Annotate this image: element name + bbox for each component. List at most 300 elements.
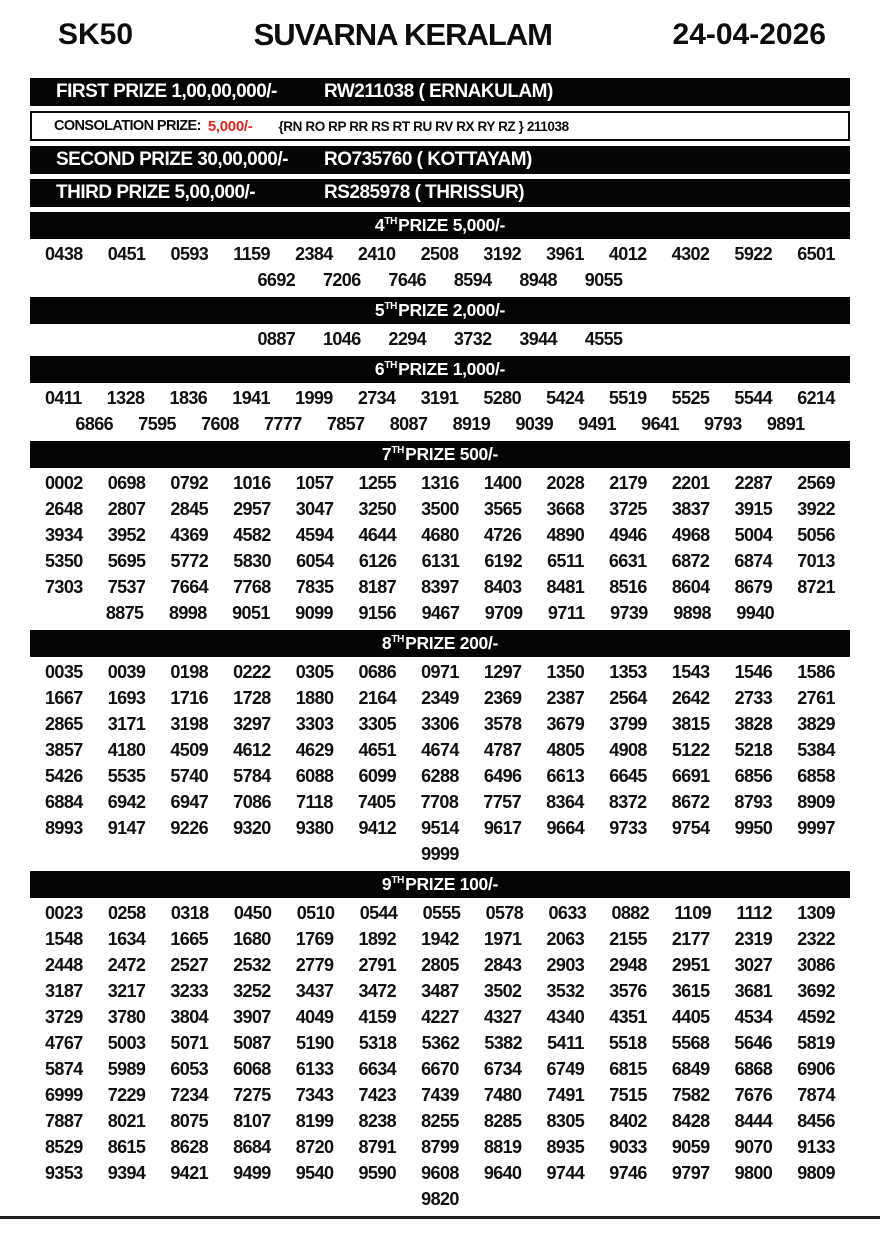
number-row [45,737,835,763]
ticket-number: 0318 [170,903,209,923]
ticket-number: 4509 [170,740,209,760]
ticket-number: 4787 [483,740,522,760]
ticket-number: 0593 [170,244,209,264]
ticket-number: 8721 [797,577,835,597]
bottom-divider [0,1216,880,1219]
ticket-number: 5646 [734,1033,773,1053]
ticket-number: 4405 [671,1007,710,1027]
ticket-number: 6999 [45,1085,83,1105]
ticket-number: 5122 [671,740,710,760]
ticket-number: 5740 [170,766,209,786]
ticket-number: 7206 [322,270,361,290]
ticket-number: 1016 [233,473,271,493]
ticket-number: 5519 [608,388,647,408]
ticket-number: 7768 [233,577,271,597]
ticket-number: 2322 [797,929,835,949]
ticket-number: 5772 [170,551,209,571]
ticket-number: 6214 [797,388,835,408]
number-row [410,1186,471,1212]
ticket-number: 7303 [45,577,83,597]
ticket-number: 2843 [483,955,522,975]
ticket-number: 1548 [45,929,83,949]
ticket-number: 9147 [107,818,146,838]
number-row [45,522,835,548]
ticket-number: 6906 [797,1059,835,1079]
ticket-number: 9467 [421,603,460,623]
ticket-number: 1112 [736,903,772,923]
ticket-number: 6942 [107,792,146,812]
ticket-number: 3576 [609,981,647,1001]
ticket-number: 9070 [734,1137,773,1157]
ticket-number: 5003 [107,1033,146,1053]
ticket-number: 7777 [264,414,302,434]
ticket-number: 3171 [107,714,146,734]
ticket-number: 8516 [609,577,647,597]
number-row [45,1160,835,1186]
ticket-number: 3668 [546,499,585,519]
number-row [45,1108,835,1134]
ticket-number: 3799 [609,714,647,734]
ticket-number: 9059 [671,1137,710,1157]
ticket-number: 9055 [584,270,623,290]
ticket-number: 7537 [107,577,146,597]
ticket-number: 2805 [421,955,459,975]
ticket-number: 1057 [295,473,334,493]
ticket-number: 3532 [546,981,585,1001]
winning-numbers-5th [45,326,835,352]
ticket-number: 3828 [734,714,773,734]
ticket-number: 4946 [609,525,647,545]
ticket-number: 9590 [358,1163,397,1183]
ticket-number: 4805 [546,740,585,760]
ticket-number: 6670 [421,1059,459,1079]
ticket-number: 6691 [671,766,710,786]
ticket-number: 3303 [295,714,334,734]
number-row [45,926,835,952]
ticket-number: 3922 [797,499,835,519]
ticket-number: 3027 [734,955,773,975]
ticket-number: 6288 [421,766,459,786]
ticket-number: 7676 [734,1085,773,1105]
ticket-number: 4159 [358,1007,397,1027]
ticket-number: 4629 [295,740,334,760]
ticket-number: 4592 [797,1007,835,1027]
second-prize-winner: RO735760 ( KOTTAYAM) [324,149,532,170]
number-row [106,600,774,626]
ticket-number: 4534 [734,1007,773,1027]
number-row [45,815,835,841]
ticket-number: 7515 [609,1085,647,1105]
ticket-number: 9608 [421,1163,459,1183]
ticket-number: 3615 [671,981,710,1001]
ticket-number: 7439 [421,1085,459,1105]
ticket-number: 6133 [295,1059,334,1079]
ticket-number: 9754 [671,818,710,838]
consolation-label: CONSOLATION PRIZE: [54,118,201,134]
ticket-number: 8594 [453,270,492,290]
ticket-number: 9739 [610,603,648,623]
ticket-number: 1971 [483,929,522,949]
ticket-number: 1546 [734,662,773,682]
ticket-number: 5382 [484,1033,523,1053]
consolation-series: {RN RO RP RR RS RT RU RV RX RY RZ } 211038 [278,118,569,134]
ticket-number: 0438 [45,244,83,264]
ticket-number: 3907 [233,1007,271,1027]
number-row [45,1004,835,1030]
ticket-number: 2369 [483,688,522,708]
ticket-number: 1667 [45,688,83,708]
ticket-number: 0258 [107,903,146,923]
prize-title-6th: 6 $^{TH}$ PRIZE 1,000/- [30,356,850,383]
ticket-number: 7757 [483,792,522,812]
ticket-number: 2387 [546,688,585,708]
ticket-number: 6692 [257,270,296,290]
ticket-number: 2508 [420,244,459,264]
ticket-number: 7086 [233,792,271,812]
ticket-number: 6613 [546,766,585,786]
ticket-number: 9950 [734,818,773,838]
ticket-number: 7234 [170,1085,209,1105]
ticket-number: 3780 [107,1007,146,1027]
ticket-number: 9800 [734,1163,773,1183]
ticket-number: 8684 [233,1137,271,1157]
ticket-number: 0882 [611,903,650,923]
ticket-number: 8021 [107,1111,146,1131]
ticket-number: 5525 [671,388,710,408]
prize-title-8th: 8 $^{TH}$ PRIZE 200/- [30,630,850,657]
ticket-number: 6849 [671,1059,710,1079]
ticket-number: 1586 [797,662,835,682]
draw-date: 24-04-2026 [672,18,826,51]
ticket-number: 3305 [358,714,397,734]
ticket-number: 7229 [107,1085,146,1105]
ticket-number: 1880 [295,688,334,708]
ticket-number: 0411 [45,388,82,408]
ticket-number: 1400 [483,473,522,493]
ticket-number: 6856 [734,766,773,786]
ticket-number: 0698 [107,473,146,493]
ticket-number: 7887 [45,1111,83,1131]
ticket-number: 3437 [295,981,334,1001]
ticket-number: 7118 [296,792,333,812]
ticket-number: 3829 [797,714,835,734]
ticket-number: 2733 [734,688,773,708]
ticket-number: 5071 [170,1033,209,1053]
ticket-number: 2063 [546,929,585,949]
ticket-number: 5426 [45,766,83,786]
ticket-number: 7874 [797,1085,835,1105]
ticket-number: 6131 [421,551,460,571]
ticket-number: 8107 [233,1111,271,1131]
ticket-number: 2648 [45,499,83,519]
ticket-number: 6634 [358,1059,397,1079]
number-row [45,470,835,496]
ticket-number: 5784 [233,766,271,786]
ticket-number: 8305 [546,1111,585,1131]
ticket-number: 4555 [584,329,623,349]
ticket-number: 7595 [138,414,176,434]
ticket-number: 5544 [734,388,773,408]
ticket-number: 4651 [358,740,397,760]
ticket-number: 6866 [75,414,114,434]
ticket-number: 1109 [674,903,712,923]
ticket-number: 5568 [671,1033,710,1053]
ticket-number: 3086 [797,955,835,975]
ticket-number: 9051 [232,603,270,623]
ticket-number: 3934 [45,525,83,545]
number-row [45,978,835,1004]
ticket-number: 8238 [358,1111,397,1131]
ticket-number: 1159 [233,244,270,264]
consolation-amount: 5,000/- [207,117,253,135]
ticket-number: 8998 [168,603,207,623]
ticket-number: 7480 [483,1085,522,1105]
ticket-number: 4049 [295,1007,334,1027]
ticket-number: 0305 [295,662,334,682]
ticket-number: 3915 [734,499,773,519]
ticket-number: 2865 [45,714,83,734]
ticket-number: 2287 [734,473,773,493]
ticket-number: 5004 [734,525,773,545]
ticket-number: 6088 [295,766,334,786]
ticket-number: 2569 [797,473,835,493]
ticket-number: 5350 [45,551,83,571]
third-prize-label: THIRD PRIZE 5,00,000/- [56,182,256,203]
ticket-number: 4340 [546,1007,585,1027]
ticket-number: 0039 [107,662,146,682]
ticket-number: 3837 [671,499,710,519]
ticket-number: 5190 [296,1033,334,1053]
ticket-number: 8948 [519,270,557,290]
number-row [45,1056,835,1082]
ticket-number: 8285 [483,1111,522,1131]
ticket-number: 8087 [389,414,428,434]
ticket-number: 5318 [358,1033,397,1053]
ticket-number: 7423 [358,1085,397,1105]
ticket-number: 9797 [671,1163,710,1183]
ticket-number: 6874 [734,551,773,571]
ticket-number: 6496 [483,766,522,786]
ticket-number: 7582 [671,1085,710,1105]
ticket-number: 4612 [233,740,271,760]
ticket-number: 2155 [609,929,647,949]
ticket-number: 5535 [107,766,146,786]
ticket-number: 7405 [357,792,396,812]
ticket-number: 2845 [170,499,209,519]
ticket-number: 2791 [358,955,397,975]
ticket-number: 4582 [233,525,271,545]
ticket-number: 9793 [704,414,742,434]
ticket-number: 6858 [797,766,835,786]
ticket-number: 0510 [296,903,335,923]
number-row [75,411,804,437]
ticket-number: 9353 [45,1163,83,1183]
ticket-number: 9999 [421,844,459,864]
ticket-number: 9499 [233,1163,271,1183]
ticket-number: 9641 [641,414,679,434]
ticket-number: 3500 [421,499,459,519]
ticket-number: 2349 [421,688,459,708]
consolation-row [30,111,850,141]
ticket-number: 4680 [421,525,459,545]
ticket-number: 6053 [170,1059,209,1079]
ticket-number: 9421 [170,1163,209,1183]
ticket-number: 8909 [797,792,835,812]
number-row [45,496,835,522]
ticket-number: 3565 [483,499,522,519]
ticket-number: 1297 [483,662,522,682]
ticket-number: 7835 [295,577,334,597]
ticket-number: 0450 [233,903,272,923]
ticket-number: 6192 [484,551,523,571]
ticket-number: 7664 [170,577,209,597]
ticket-number: 2164 [358,688,397,708]
header [30,10,850,60]
number-row [45,685,835,711]
ticket-number: 8720 [295,1137,334,1157]
ticket-number: 6068 [233,1059,271,1079]
ticket-number: 0222 [233,662,271,682]
number-row [45,900,835,926]
ticket-number: 8919 [452,414,491,434]
ticket-number: 9744 [546,1163,585,1183]
ticket-number: 3306 [421,714,459,734]
ticket-number: 1716 [170,688,209,708]
ticket-number: 7608 [201,414,239,434]
ticket-number: 4012 [608,244,647,264]
ticket-number: 3804 [170,1007,209,1027]
ticket-number: 8615 [107,1137,146,1157]
ticket-number: 9617 [483,818,522,838]
ticket-number: 7491 [546,1085,585,1105]
number-row [258,267,623,293]
winning-numbers-8th [45,659,835,867]
ticket-number: 3192 [483,244,522,264]
ticket-number: 8604 [671,577,710,597]
ticket-number: 4302 [671,244,710,264]
ticket-number: 5087 [233,1033,271,1053]
ticket-number: 9491 [578,414,616,434]
ticket-number: 4644 [358,525,397,545]
ticket-number: 4369 [170,525,209,545]
ticket-number: 0686 [358,662,397,682]
number-row [45,548,835,574]
ticket-number: 1728 [233,688,271,708]
ticket-number: 8364 [546,792,584,812]
ticket-number: 8791 [358,1137,397,1157]
ticket-number: 4890 [546,525,585,545]
ticket-number: 8819 [483,1137,522,1157]
ticket-number: 3679 [546,714,585,734]
ticket-number: 8372 [608,792,647,812]
ticket-number: 2734 [357,388,396,408]
number-row [258,326,623,352]
ticket-number: 6815 [609,1059,647,1079]
ticket-number: 8199 [295,1111,334,1131]
ticket-number: 7646 [388,270,427,290]
ticket-number: 1999 [295,388,333,408]
ticket-number: 6126 [358,551,397,571]
ticket-number: 4908 [609,740,647,760]
ticket-number: 3233 [170,981,209,1001]
ticket-number: 6511 [547,551,584,571]
third-prize-winner: RS285978 ( THRISSUR) [324,182,525,203]
ticket-number: 9099 [295,603,333,623]
prize-title-7th: 7 $^{TH}$ PRIZE 500/- [30,441,850,468]
ticket-number: 4327 [483,1007,522,1027]
ticket-number: 3944 [519,329,557,349]
ticket-number: 2179 [609,473,647,493]
ticket-number: 1769 [295,929,334,949]
ticket-number: 9664 [546,818,585,838]
ticket-number: 5218 [734,740,773,760]
ticket-number: 7275 [233,1085,271,1105]
ticket-number: 9997 [797,818,835,838]
number-row [45,241,835,267]
ticket-number: 3502 [483,981,522,1001]
ticket-number: 6872 [671,551,710,571]
ticket-number: 3725 [609,499,647,519]
ticket-number: 9820 [421,1189,459,1209]
ticket-number: 5819 [797,1033,835,1053]
ticket-number: 0578 [485,903,524,923]
ticket-number: 8428 [671,1111,710,1131]
ticket-number: 8187 [358,577,397,597]
ticket-number: 5922 [734,244,773,264]
ticket-number: 8875 [105,603,144,623]
ticket-number: 1328 [106,388,145,408]
ticket-number: 2384 [295,244,333,264]
ticket-number: 8397 [421,577,459,597]
number-row [45,574,835,600]
ticket-number: 8628 [170,1137,209,1157]
lottery-code: SK50 [58,18,134,51]
ticket-number: 5280 [483,388,522,408]
ticket-number: 1543 [671,662,710,682]
ticket-number: 9039 [515,414,554,434]
ticket-number: 2527 [170,955,209,975]
ticket-number: 6645 [609,766,647,786]
ticket-number: 2948 [609,955,647,975]
ticket-number: 9412 [358,818,397,838]
ticket-number: 0544 [359,903,398,923]
ticket-number: 3217 [107,981,146,1001]
ticket-number: 0971 [421,662,459,682]
ticket-number: 3472 [358,981,397,1001]
ticket-number: 0198 [170,662,209,682]
ticket-number: 2201 [671,473,710,493]
ticket-number: 6099 [358,766,397,786]
ticket-number: 8403 [483,577,522,597]
ticket-number: 8793 [734,792,773,812]
ticket-number: 9891 [766,414,805,434]
first-prize-label: FIRST PRIZE 1,00,00,000/- [56,81,277,102]
ticket-number: 9394 [107,1163,146,1183]
ticket-number: 9640 [483,1163,522,1183]
ticket-number: 8935 [546,1137,585,1157]
ticket-number: 5384 [797,740,835,760]
ticket-number: 6054 [296,551,334,571]
ticket-number: 0035 [45,662,83,682]
ticket-number: 5056 [797,525,835,545]
prize-title-4th: 4 $^{TH}$ PRIZE 5,000/- [30,212,850,239]
ticket-number: 2903 [546,955,585,975]
ticket-number: 3732 [453,329,492,349]
ticket-number: 8255 [421,1111,459,1131]
ticket-number: 2177 [671,929,710,949]
ticket-number: 9898 [673,603,711,623]
ticket-number: 9033 [609,1137,647,1157]
